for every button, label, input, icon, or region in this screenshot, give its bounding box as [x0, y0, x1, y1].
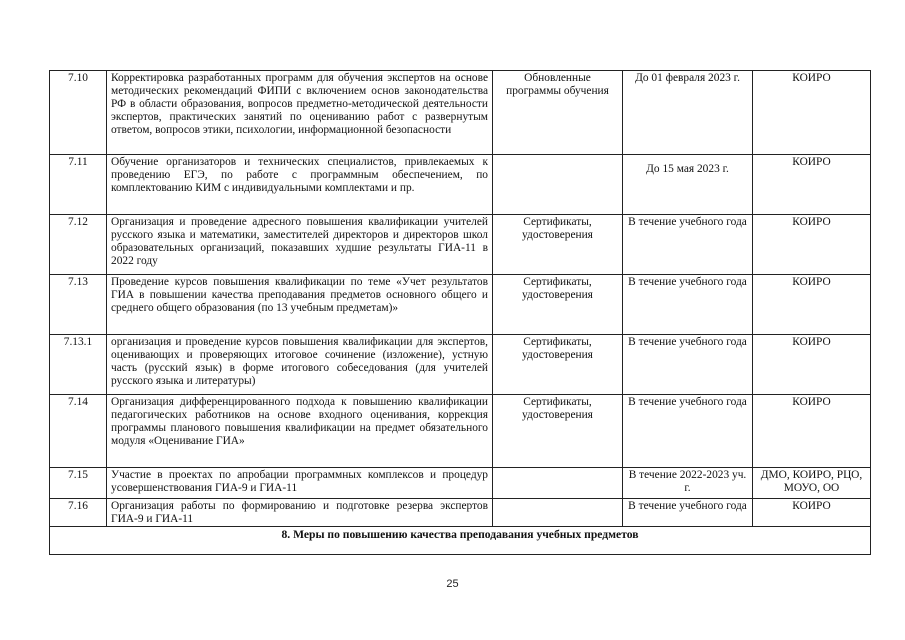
row-task: Организация и проведение адресного повышения квалификации учителей русского языка и математики, заместителей директоров и директоров школ образовательных организаций, показавших худшие результаты ГИА-11 в 2022 году — [107, 215, 493, 275]
row-number: 7.13 — [50, 275, 107, 335]
activity-plan-table — [49, 70, 871, 555]
row-task: Участие в проектах по апробации программных комплексов и процедур усовершенствования ГИА-9 и ГИА-11 — [107, 468, 493, 499]
row-deadline: В течение 2022-2023 уч. г. — [623, 468, 753, 499]
row-responsible: КОИРО — [753, 395, 871, 468]
row-responsible: КОИРО — [753, 155, 871, 215]
section-header-row — [50, 527, 871, 555]
table-row — [50, 155, 871, 215]
row-result — [493, 499, 623, 527]
row-result: Сертификаты, удостоверения — [493, 275, 623, 335]
row-result: Сертификаты, удостоверения — [493, 215, 623, 275]
row-responsible: КОИРО — [753, 215, 871, 275]
row-responsible: ДМО, КОИРО, РЦО, МОУО, ОО — [753, 468, 871, 499]
row-deadline: В течение учебного года — [623, 499, 753, 527]
plan-table-body — [50, 71, 871, 555]
row-task: Корректировка разработанных программ для обучения экспертов на основе методических рекомендаций ФИПИ с включением основ законодательства РФ в области образования, вопросов предметно-методической деятельности экспертов, практических занятий по оцениванию работ с развернутым ответом, вопросов этики, психологии, информационной безопасности — [107, 71, 493, 155]
row-task: организация и проведение курсов повышения квалификации для экспертов, оценивающих и проверяющих итоговое сочинение (изложение), устную часть (русский язык) в форме итогового собеседования (для учителей русского языка и литературы) — [107, 335, 493, 395]
row-number: 7.13.1 — [50, 335, 107, 395]
row-responsible: КОИРО — [753, 275, 871, 335]
row-deadline: В течение учебного года — [623, 275, 753, 335]
row-number: 7.11 — [50, 155, 107, 215]
row-deadline: До 15 мая 2023 г. — [623, 155, 753, 215]
row-responsible: КОИРО — [753, 499, 871, 527]
table-row — [50, 499, 871, 527]
table-row — [50, 275, 871, 335]
row-deadline: В течение учебного года — [623, 215, 753, 275]
table-row — [50, 215, 871, 275]
row-task: Обучение организаторов и технических специалистов, привлекаемых к проведению ЕГЭ, по работе с программным обеспечением, по комплектованию КИМ с индивидуальными комплектами и пр. — [107, 155, 493, 215]
row-result: Обновленные программы обучения — [493, 71, 623, 155]
table-row — [50, 395, 871, 468]
page-number: 25 — [446, 578, 459, 590]
row-number: 7.14 — [50, 395, 107, 468]
row-deadline: В течение учебного года — [623, 335, 753, 395]
row-responsible: КОИРО — [753, 71, 871, 155]
section-title: 8. Меры по повышению качества преподавания учебных предметов — [50, 527, 871, 555]
row-result: Сертификаты, удостоверения — [493, 335, 623, 395]
row-responsible: КОИРО — [753, 335, 871, 395]
table-row — [50, 335, 871, 395]
row-deadline: До 01 февраля 2023 г. — [623, 71, 753, 155]
table-row — [50, 468, 871, 499]
row-result — [493, 468, 623, 499]
row-number: 7.16 — [50, 499, 107, 527]
row-task: Организация работы по формированию и подготовке резерва экспертов ГИА-9 и ГИА-11 — [107, 499, 493, 527]
row-task: Проведение курсов повышения квалификации по теме «Учет результатов ГИА в повышении качества преподавания предметов основного общего и среднего общего образования (по 13 учебным предметам)» — [107, 275, 493, 335]
row-deadline: В течение учебного года — [623, 395, 753, 468]
table-row — [50, 71, 871, 155]
row-result: Сертификаты, удостоверения — [493, 395, 623, 468]
row-number: 7.15 — [50, 468, 107, 499]
row-number: 7.10 — [50, 71, 107, 155]
row-number: 7.12 — [50, 215, 107, 275]
row-task: Организация дифференцированного подхода к повышению квалификации педагогических работников на основе входного оценивания, коррекция программы планового повышения квалификации на предмет обязательного модуля «Оценивание ГИА» — [107, 395, 493, 468]
row-result — [493, 155, 623, 215]
